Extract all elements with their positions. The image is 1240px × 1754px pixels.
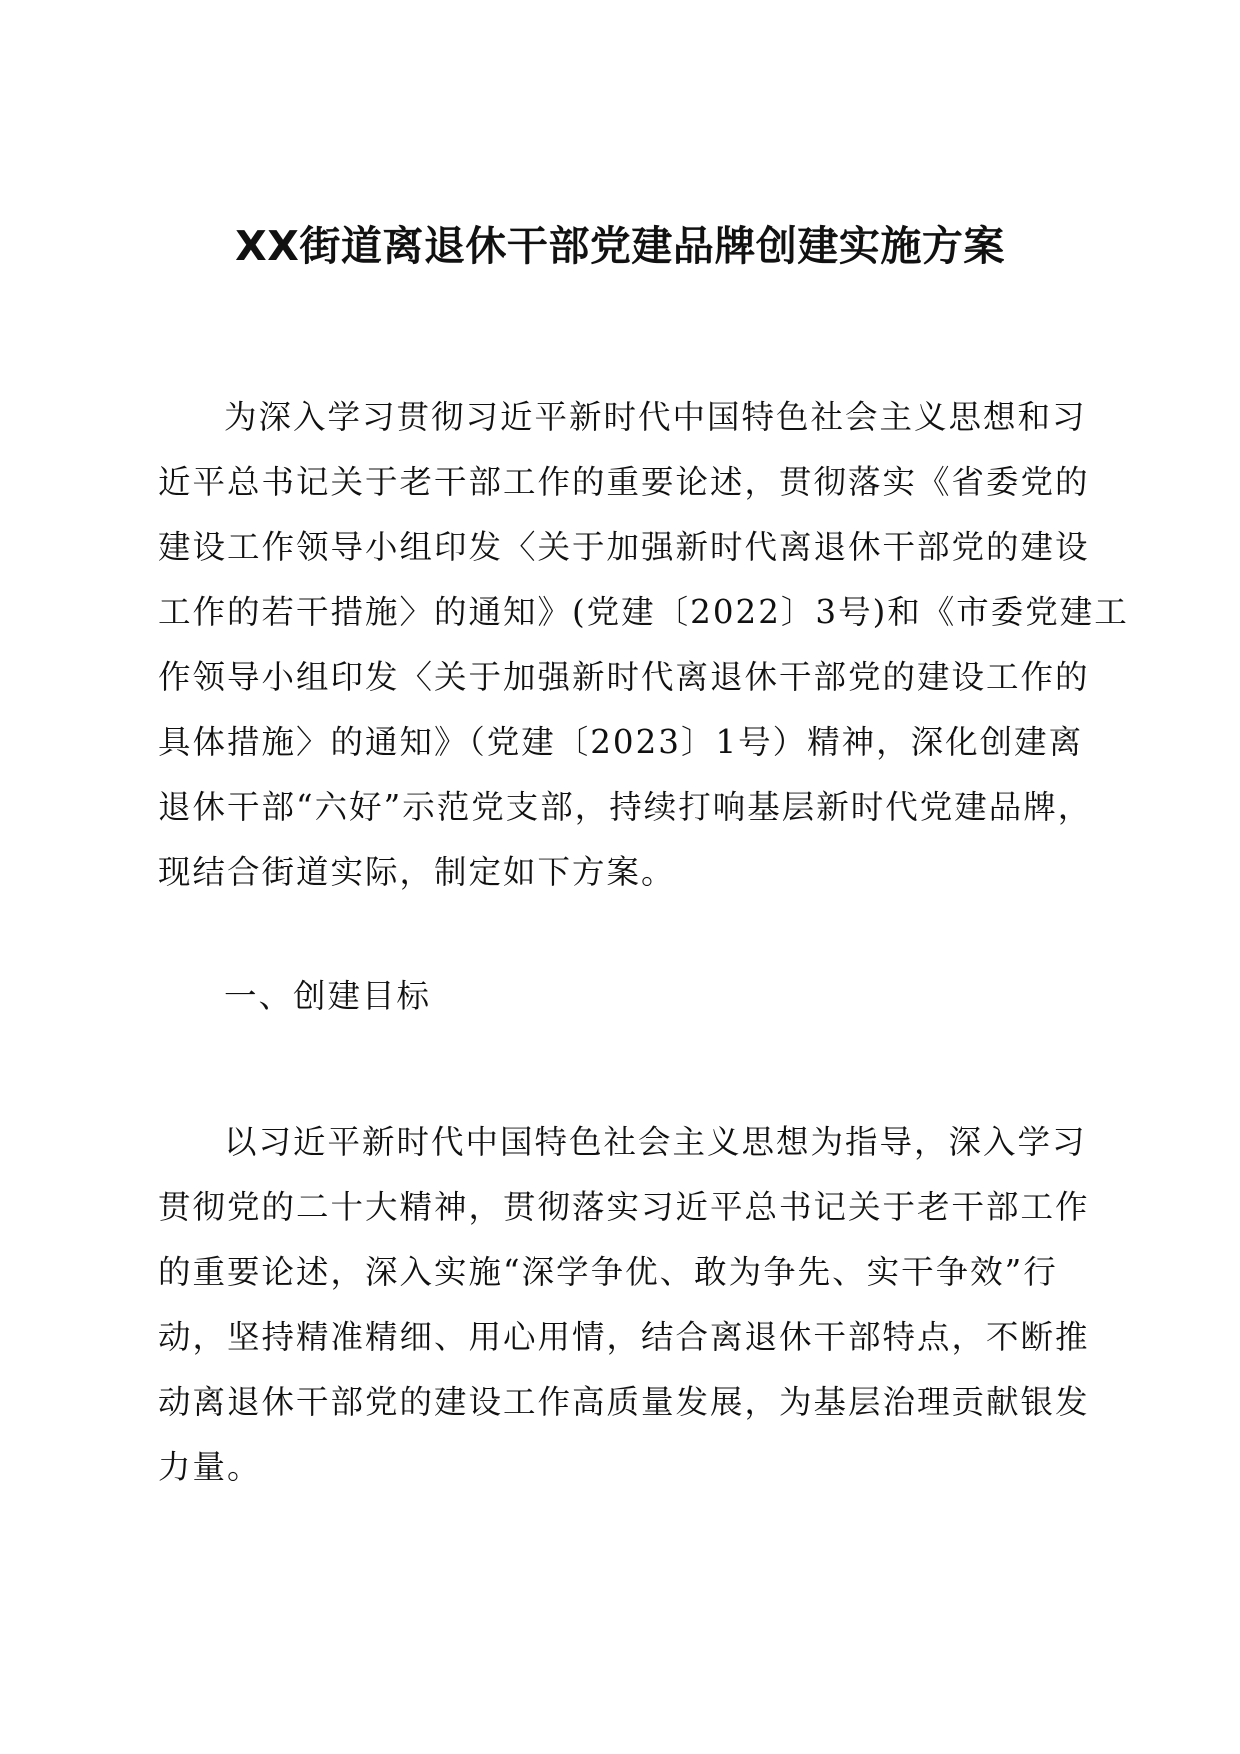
intro-line: 工作的若干措施〉的通知》(党建〔2022〕3号)和《市委党建工 [158, 593, 1129, 631]
intro-line: 现结合街道实际，制定如下方案。 [158, 853, 676, 891]
intro-line: 近平总书记关于老干部工作的重要论述，贯彻落实《省委党的 [158, 463, 1090, 501]
intro-line: 为深入学习贯彻习近平新时代中国特色社会主义思想和习 [224, 398, 1087, 436]
document-title: XX街道离退休干部党建品牌创建实施方案 [235, 222, 1005, 270]
intro-paragraph [158, 385, 1129, 905]
goal-paragraph [158, 1110, 1090, 1500]
intro-line: 退休干部“六好”示范党支部，持续打响基层新时代党建品牌， [158, 788, 1093, 826]
goal-line: 以习近平新时代中国特色社会主义思想为指导，深入学习 [224, 1123, 1087, 1161]
goal-line: 动，坚持精准精细、用心用情，结合离退休干部特点，不断推 [158, 1318, 1090, 1356]
goal-line: 贯彻党的二十大精神，贯彻落实习近平总书记关于老干部工作 [158, 1188, 1090, 1226]
goal-line: 动离退休干部党的建设工作高质量发展，为基层治理贡献银发 [158, 1383, 1090, 1421]
section-heading-text: 一、创建目标 [224, 977, 432, 1015]
intro-line: 作领导小组印发〈关于加强新时代离退休干部党的建设工作的 [158, 658, 1090, 696]
intro-line: 具体措施〉的通知》（党建〔2023〕1号）精神，深化创建离 [158, 723, 1084, 761]
intro-line: 建设工作领导小组印发〈关于加强新时代离退休干部党的建设 [158, 528, 1090, 566]
goal-line: 的重要论述，深入实施“深学争优、敢为争先、实干争效”行 [158, 1253, 1058, 1291]
goal-line: 力量。 [158, 1448, 262, 1486]
section-heading [158, 964, 1078, 1029]
